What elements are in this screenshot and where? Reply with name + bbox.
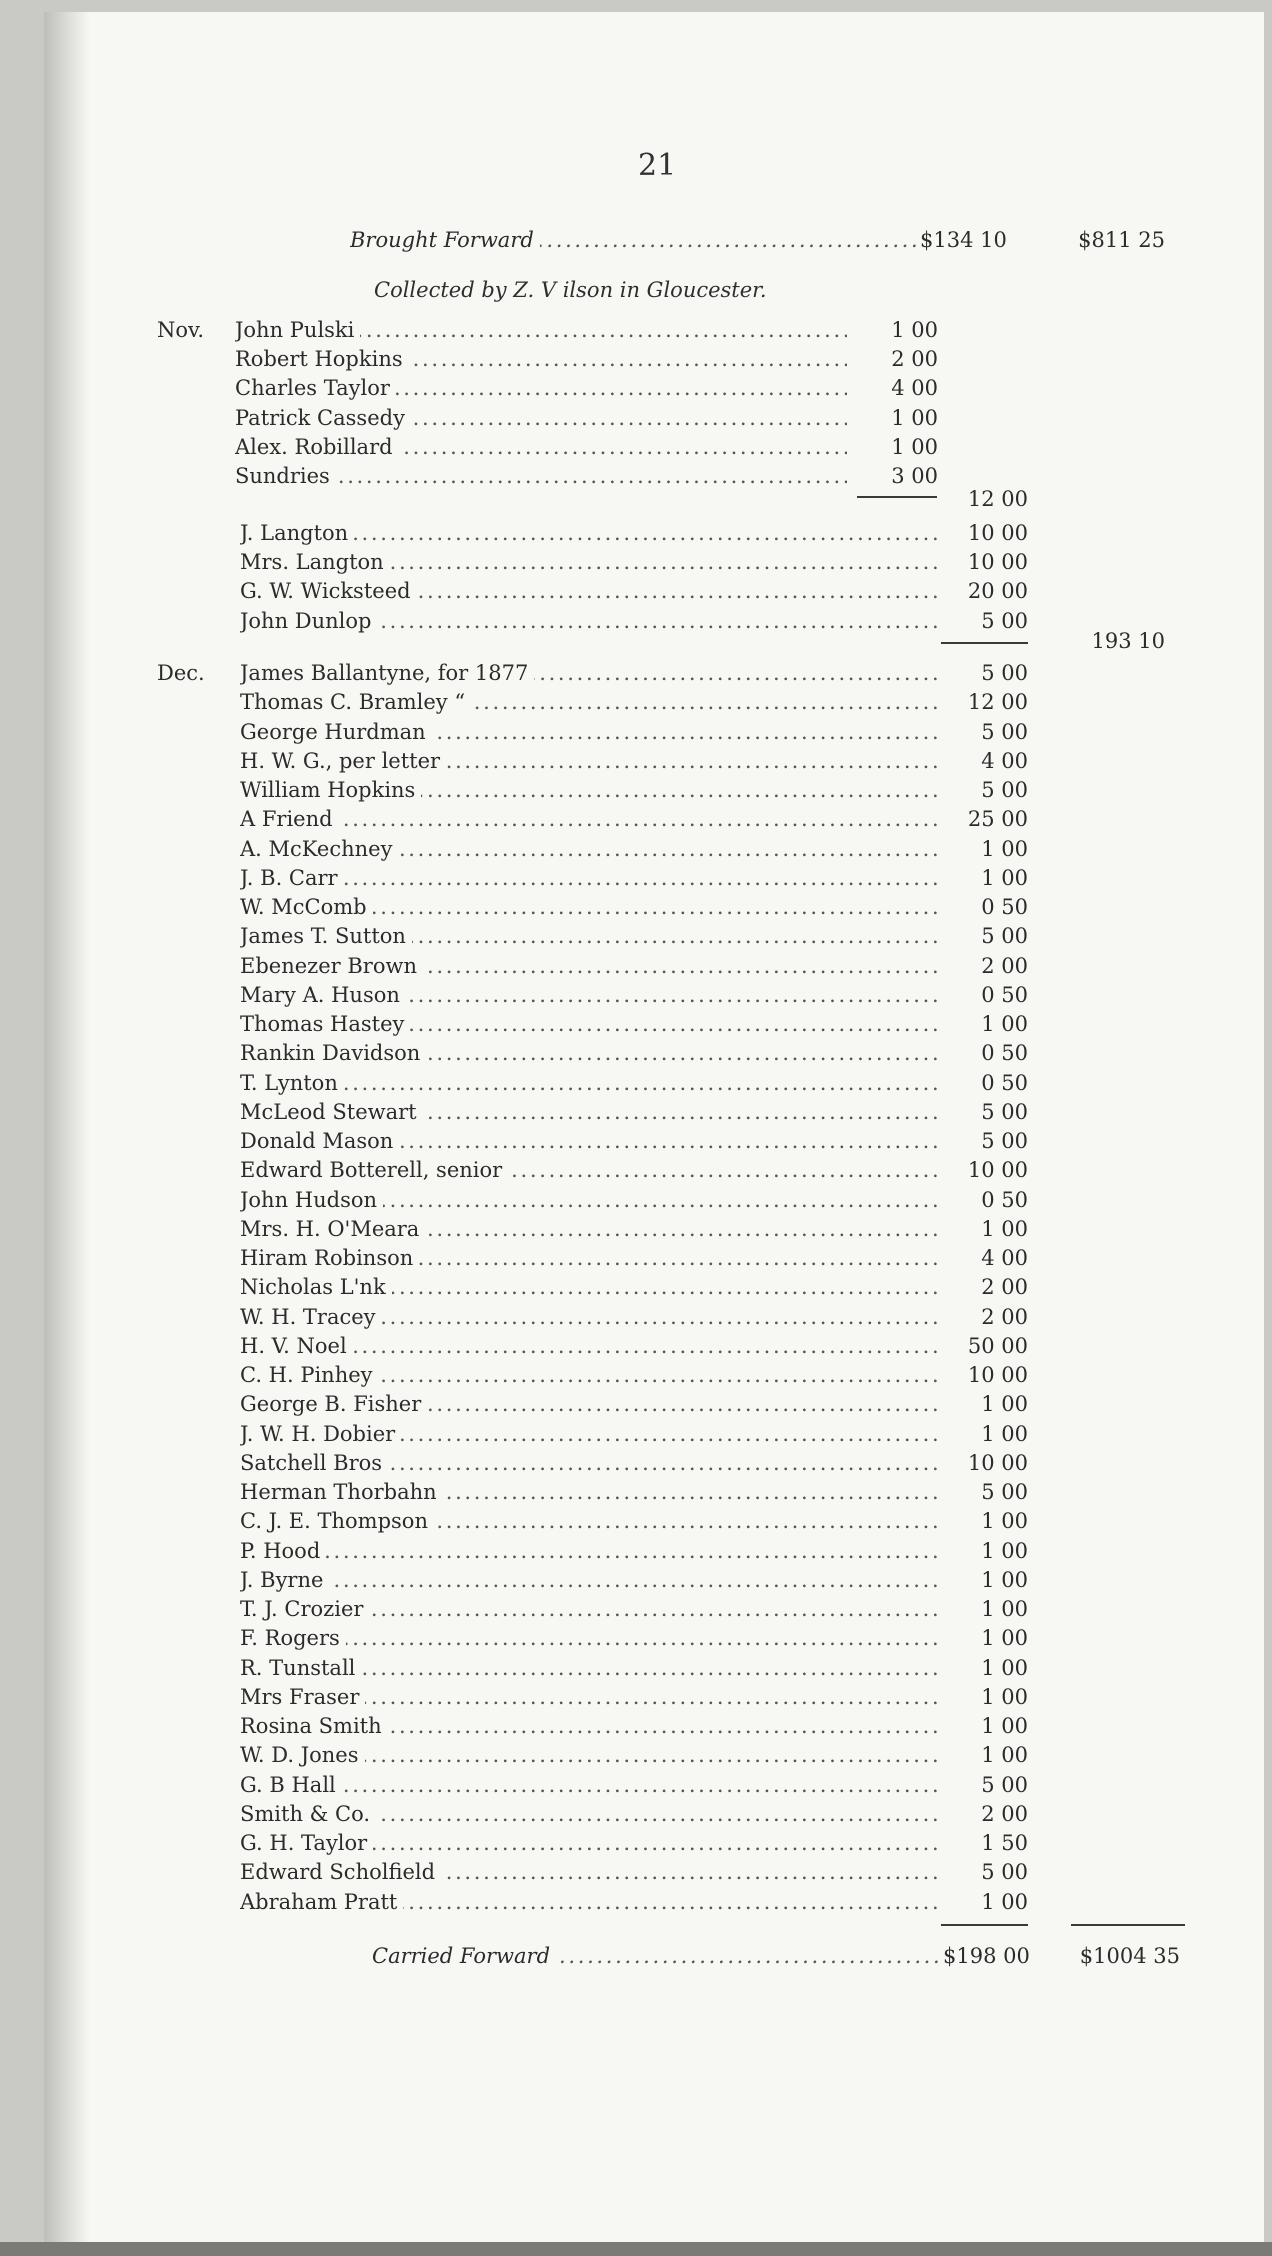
- donation-amount: 2 00: [891, 347, 938, 372]
- donor-name: Smith & Co. . . .: [240, 1800, 937, 1829]
- ledger-row: [0, 1566, 1272, 1595]
- donor-name: Robert Hopkins . . .: [235, 345, 847, 374]
- donation-amount: 1 00: [981, 1655, 1028, 1680]
- ledger-row: [0, 1127, 1272, 1156]
- donation-amount: 25 00: [967, 807, 1028, 832]
- ledger-row: [0, 1273, 1272, 1302]
- donation-amount: 2 00: [981, 1304, 1028, 1329]
- donor-name: T. J. Crozier . . .: [240, 1595, 937, 1624]
- donor-name: Donald Mason . . .: [240, 1127, 937, 1156]
- donation-amount: 10 00: [967, 521, 1028, 545]
- ledger-row: [0, 1244, 1272, 1273]
- donor-name: McLeod Stewart . . .: [240, 1098, 937, 1127]
- page-number: 21: [638, 148, 677, 183]
- donation-amount: 1 00: [981, 865, 1028, 890]
- donor-name: Edward Scholfield . . .: [240, 1858, 937, 1887]
- donor-name: John Dunlop . . .: [240, 607, 937, 636]
- ledger-row: [0, 1858, 1272, 1887]
- donor-name: Mrs. H. O'Meara . . .: [240, 1215, 937, 1244]
- ledger-row: [0, 718, 1272, 747]
- ledger-row: [0, 864, 1272, 893]
- donor-name: Abraham Pratt . . .: [240, 1888, 937, 1917]
- donation-amount: 5 00: [981, 1860, 1028, 1885]
- month-label-dec: Dec.: [157, 661, 205, 685]
- donor-name: A. McKechney . . .: [240, 835, 937, 864]
- donation-amount: 5 00: [981, 608, 1028, 633]
- donor-name: C. H. Pinhey . . .: [240, 1361, 937, 1390]
- donor-name: F. Rogers . . .: [240, 1624, 937, 1653]
- ledger-row: [0, 1741, 1272, 1770]
- brought-forward-label: Brought Forward . . .: [350, 226, 930, 255]
- ledger-row: [0, 922, 1272, 951]
- donor-name: James T. Sutton . . .: [240, 922, 937, 951]
- donor-name: H. V. Noel . . .: [240, 1332, 937, 1361]
- donor-name: G. H. Taylor . . .: [240, 1829, 937, 1858]
- ledger-row: [0, 1361, 1272, 1390]
- ledger-row: [0, 1215, 1272, 1244]
- donor-name: J. Byrne . . .: [240, 1566, 937, 1595]
- donation-amount: 1 00: [981, 1567, 1028, 1592]
- donation-amount: 5 00: [981, 1129, 1028, 1153]
- donation-amount: 2 00: [981, 953, 1028, 978]
- donation-amount: 1 00: [891, 318, 938, 342]
- ledger-row: [0, 1771, 1272, 1800]
- ledger-row: [0, 345, 1272, 374]
- ledger-row: [0, 688, 1272, 717]
- brought-forward-col2: $134 10: [920, 226, 1024, 255]
- donation-amount: 1 00: [981, 1743, 1028, 1768]
- donor-name: G. W. Wicksteed . . .: [240, 577, 937, 606]
- donor-name: C. J. E. Thompson . . .: [240, 1507, 937, 1536]
- carried-forward-rule-col3: [1071, 1924, 1185, 1926]
- brought-forward-row: [0, 226, 1272, 255]
- donor-name: George B. Fisher . . .: [240, 1390, 937, 1419]
- donation-amount: 2 00: [981, 1801, 1028, 1826]
- ledger-row: [0, 805, 1272, 834]
- donor-name: Rosina Smith . . .: [240, 1712, 937, 1741]
- donation-amount: 50 00: [967, 1333, 1028, 1358]
- donation-amount: 10 00: [967, 1363, 1028, 1387]
- donation-amount: 5 00: [981, 1480, 1028, 1504]
- ledger-row: [0, 1595, 1272, 1624]
- carried-forward-row: [0, 1942, 1272, 1971]
- carried-forward-col3: $1004 35: [1079, 1944, 1180, 1968]
- ledger-row: [0, 1332, 1272, 1361]
- donor-name: Alex. Robillard . . .: [235, 433, 847, 462]
- ledger-row: [0, 1039, 1272, 1068]
- donation-amount: 1 00: [891, 434, 938, 459]
- donor-name: Rankin Davidson . . .: [240, 1039, 937, 1068]
- donor-name: Thomas Hastey . . .: [240, 1010, 937, 1039]
- donor-name: J. Langton . . .: [240, 519, 937, 548]
- donor-name: Edward Botterell, senior . . .: [240, 1156, 937, 1185]
- donor-name: Mrs Fraser . . .: [240, 1683, 937, 1712]
- ledger-row: [0, 659, 1272, 688]
- ledger-row: [0, 1888, 1272, 1917]
- ledger-row: [0, 1683, 1272, 1712]
- carried-forward-col2: $198 00: [943, 1942, 1047, 1971]
- ledger-row: [0, 1390, 1272, 1419]
- ledger-row: [0, 1800, 1272, 1829]
- donation-amount: 12 00: [967, 690, 1028, 715]
- ledger-row: [0, 835, 1272, 864]
- donation-amount: 1 00: [981, 1538, 1028, 1563]
- donor-name: Ebenezer Brown . . .: [240, 952, 937, 981]
- donation-amount: 1 50: [981, 1831, 1028, 1855]
- donor-name: W. McComb . . .: [240, 893, 937, 922]
- donor-name: Thomas C. Bramley “ . . .: [240, 688, 937, 717]
- donation-amount: 1 00: [981, 836, 1028, 861]
- donation-amount: 1 00: [981, 1509, 1028, 1534]
- donor-name: J. W. H. Dobier . . .: [240, 1420, 937, 1449]
- donor-name: R. Tunstall . . .: [240, 1654, 937, 1683]
- donor-name: Hiram Robinson . . .: [240, 1244, 937, 1273]
- donation-amount: 1 00: [981, 1392, 1028, 1417]
- donor-name: Sundries . . .: [235, 462, 847, 491]
- donation-amount: 5 00: [981, 924, 1028, 949]
- ledger-row: [0, 404, 1272, 433]
- nov-subtotal-row: [0, 485, 1272, 514]
- donation-amount: 2 00: [981, 1275, 1028, 1300]
- donation-amount: 5 00: [981, 1772, 1028, 1797]
- donation-amount: 10 00: [967, 1450, 1028, 1475]
- collector-heading: Collected by Z. V ilson in Gloucester.: [374, 278, 767, 302]
- ledger-row: [0, 1420, 1272, 1449]
- donation-amount: 1 00: [891, 405, 938, 430]
- donation-amount: 1 00: [981, 1889, 1028, 1914]
- carried-forward-rule-col2: [941, 1924, 1028, 1926]
- donation-amount: 5 00: [981, 719, 1028, 744]
- donor-name: G. B Hall . . .: [240, 1771, 937, 1800]
- donor-name: W. H. Tracey . . .: [240, 1303, 937, 1332]
- nov-subtotal: 12 00: [967, 487, 1028, 511]
- donation-amount: 5 00: [981, 1099, 1028, 1124]
- ledger-row: [0, 316, 1272, 345]
- ledger-row: [0, 1098, 1272, 1127]
- donor-name: J. B. Carr . . .: [240, 864, 937, 893]
- donor-name: P. Hood . . .: [240, 1537, 937, 1566]
- donation-amount: 0 50: [981, 1041, 1028, 1066]
- donation-amount: 5 00: [981, 661, 1028, 685]
- ledger-row: [0, 1069, 1272, 1098]
- ledger-row: [0, 1712, 1272, 1741]
- donor-name: Mrs. Langton . . .: [240, 548, 937, 577]
- ledger-row: [0, 1624, 1272, 1653]
- donation-amount: 10 00: [967, 550, 1028, 575]
- donor-name: Satchell Bros . . .: [240, 1449, 937, 1478]
- ledger-row: [0, 893, 1272, 922]
- ledger-row: [0, 548, 1272, 577]
- ledger-row: [0, 776, 1272, 805]
- ledger-row: [0, 1507, 1272, 1536]
- donor-name: A Friend . . .: [240, 805, 937, 834]
- donor-name: William Hopkins . . .: [240, 776, 937, 805]
- donation-amount: 0 50: [981, 1070, 1028, 1095]
- donor-name: Mary A. Huson . . .: [240, 981, 937, 1010]
- donor-name: George Hurdman . . .: [240, 718, 937, 747]
- donation-amount: 3 00: [891, 464, 938, 488]
- ledger-row: [0, 981, 1272, 1010]
- ledger-row: [0, 952, 1272, 981]
- donor-name: John Hudson . . .: [240, 1186, 937, 1215]
- ledger-row: [0, 747, 1272, 776]
- langton-total-row: [0, 627, 1272, 656]
- donation-amount: 1 00: [981, 1714, 1028, 1738]
- ledger-row: [0, 519, 1272, 548]
- donation-amount: 20 00: [967, 579, 1028, 604]
- brought-forward-col3: $811 25: [1078, 228, 1165, 252]
- donation-amount: 1 00: [981, 1684, 1028, 1709]
- ledger-row: [0, 577, 1272, 606]
- donation-amount: 4 00: [891, 376, 938, 401]
- donor-name: James Ballantyne, for 1877 . . .: [240, 659, 937, 688]
- donation-amount: 0 50: [981, 982, 1028, 1007]
- ledger-row: [0, 1654, 1272, 1683]
- donor-name: W. D. Jones . . .: [240, 1741, 937, 1770]
- donor-name: Herman Thorbahn . . .: [240, 1478, 937, 1507]
- donation-amount: 5 00: [981, 778, 1028, 802]
- donation-amount: 4 00: [981, 748, 1028, 773]
- ledger-row: [0, 1010, 1272, 1039]
- ledger-row: [0, 1186, 1272, 1215]
- donation-amount: 4 00: [981, 1246, 1028, 1270]
- ledger-row: [0, 1156, 1272, 1185]
- donation-amount: 0 50: [981, 895, 1028, 919]
- ledger-row: [0, 433, 1272, 462]
- ledger-row: [0, 1537, 1272, 1566]
- donation-amount: 1 00: [981, 1626, 1028, 1651]
- carried-forward-label: Carried Forward . . .: [372, 1942, 942, 1971]
- ledger-row: [0, 1449, 1272, 1478]
- donation-amount: 0 50: [981, 1187, 1028, 1212]
- donation-amount: 1 00: [981, 1597, 1028, 1621]
- ledger-row: [0, 1478, 1272, 1507]
- ledger-row: [0, 1829, 1272, 1858]
- donor-name: Nicholas L'nk . . .: [240, 1273, 937, 1302]
- donor-name: T. Lynton . . .: [240, 1069, 937, 1098]
- month-label-nov: Nov.: [157, 318, 205, 342]
- donation-amount: 10 00: [967, 1158, 1028, 1183]
- donation-amount: 1 00: [981, 1012, 1028, 1036]
- section-total: 193 10: [1091, 629, 1165, 653]
- donor-name: Patrick Cassedy . . .: [235, 404, 847, 433]
- donor-name: Charles Taylor . . .: [235, 374, 847, 403]
- page-bottom-edge: [0, 2242, 1272, 2256]
- donation-amount: 1 00: [981, 1421, 1028, 1446]
- donation-amount: 1 00: [981, 1216, 1028, 1241]
- donor-name: H. W. G., per letter . . .: [240, 747, 937, 776]
- ledger-row: [0, 374, 1272, 403]
- donor-name: John Pulski . . .: [235, 316, 847, 345]
- ledger-row: [0, 1303, 1272, 1332]
